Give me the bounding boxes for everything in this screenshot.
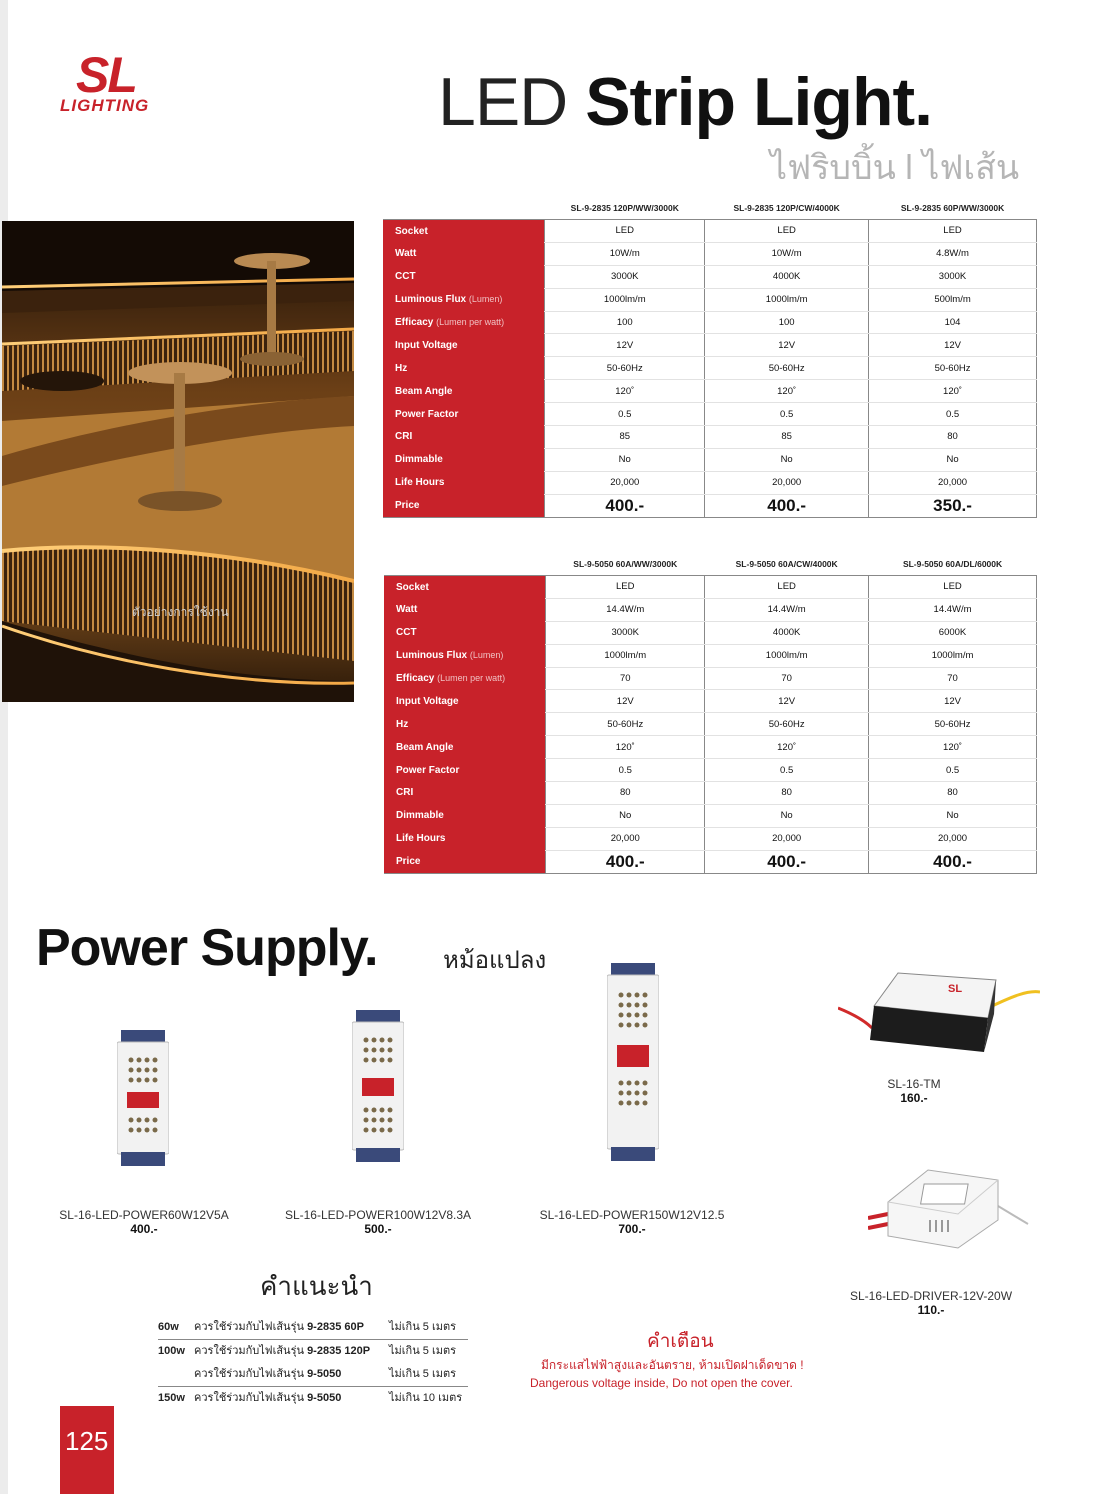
- table-cell: 120˚: [705, 380, 869, 403]
- power-supply-subtitle: หม้อแปลง: [443, 947, 547, 974]
- table-cell: 12V: [705, 690, 869, 713]
- model-header: SL-9-5050 60A/WW/3000K: [573, 559, 678, 569]
- row-label: Input Voltage: [383, 334, 545, 357]
- row-label: Dimmable: [383, 448, 545, 471]
- advice-watt: 60w: [158, 1321, 179, 1333]
- table-cell: 50-60Hz: [869, 357, 1037, 380]
- table-row: [383, 426, 1037, 449]
- model-header: SL-9-5050 60A/DL/6000K: [902, 559, 1003, 569]
- row-label: Watt: [383, 242, 545, 265]
- svg-text:SL: SL: [948, 983, 963, 995]
- table-row: [383, 471, 1037, 494]
- product-60w: [38, 1208, 250, 1236]
- led-driver-image: [868, 1162, 1030, 1257]
- table-cell: 12V: [705, 334, 869, 357]
- product-price: 160.-: [900, 1091, 928, 1105]
- table-cell: 20,000: [705, 827, 869, 850]
- product-name: SL-16-LED-POWER150W12V12.5: [539, 1208, 725, 1222]
- product-price: 110.-: [917, 1303, 945, 1317]
- table-cell: 12V: [869, 334, 1037, 357]
- row-label-note: (Lumen per watt): [437, 673, 506, 683]
- table-cell: 0.5: [705, 759, 869, 782]
- table-cell: 120˚: [546, 736, 705, 759]
- table-cell: 1000lm/m: [705, 644, 869, 667]
- product-name: SL-16-LED-POWER100W12V8.3A: [284, 1208, 472, 1222]
- advice-text-label: ควรใช้ร่วมกับไฟเส้นรุ่น: [194, 1345, 304, 1357]
- table-cell: 85: [545, 426, 705, 449]
- model-header: SL-9-2835 120P/WW/3000K: [570, 203, 679, 213]
- title-strip-light: Strip Light.: [585, 64, 933, 140]
- table-cell: 20,000: [869, 827, 1037, 850]
- row-label: Power Factor: [384, 759, 546, 782]
- product-150w: [522, 1208, 742, 1236]
- table-cell: 4000K: [705, 265, 869, 288]
- table-row: [383, 380, 1037, 403]
- table-cell: 50-60Hz: [546, 713, 705, 736]
- row-label-text: Efficacy: [396, 673, 435, 684]
- table-cell: 3000K: [545, 265, 705, 288]
- advice-text-label: ควรใช้ร่วมกับไฟเส้นรุ่น: [194, 1321, 304, 1333]
- table-cell: 80: [705, 782, 869, 805]
- table-row: [383, 288, 1037, 311]
- row-label-note: (Lumen): [469, 650, 504, 661]
- title-led: LED: [438, 64, 568, 140]
- spec-table-2835: [383, 197, 1037, 518]
- advice-title: คำแนะนำ: [260, 1271, 373, 1301]
- row-label: Life Hours: [383, 471, 545, 494]
- table-cell: 80: [869, 426, 1037, 449]
- row-label-note: (Lumen): [468, 294, 503, 305]
- table-cell: 20,000: [705, 471, 869, 494]
- row-label: Beam Angle: [384, 736, 546, 759]
- advice-row: [158, 1363, 468, 1386]
- logo-wordmark: LIGHTING: [60, 96, 150, 115]
- table-row: [383, 403, 1037, 426]
- table-cell: 70: [705, 667, 869, 690]
- table-cell: 14.4W/m: [705, 598, 869, 621]
- row-label: CRI: [384, 782, 546, 805]
- table-cell: 20,000: [545, 471, 705, 494]
- page-number-tab: [60, 1406, 114, 1494]
- advice-list: [158, 1316, 468, 1410]
- table-row: [383, 220, 1037, 243]
- table-cell: 50-60Hz: [869, 713, 1037, 736]
- table-cell: 120˚: [869, 380, 1037, 403]
- header-spacer: [383, 197, 545, 220]
- logo-mark: SL: [76, 47, 136, 103]
- table-cell: 85: [705, 426, 869, 449]
- table-cell: 20,000: [869, 471, 1037, 494]
- warning-title: คำเตือน: [647, 1331, 714, 1352]
- table-row: [384, 644, 1037, 667]
- table-cell: 14.4W/m: [546, 598, 705, 621]
- table-cell: 120˚: [869, 736, 1037, 759]
- photo-caption: ตัวอย่างการใช้งาน: [132, 605, 229, 619]
- table-cell: 20,000: [546, 827, 705, 850]
- table-cell: 100: [705, 311, 869, 334]
- table-cell: 14.4W/m: [869, 598, 1037, 621]
- spec-table-5050: [384, 553, 1037, 874]
- table-row: [383, 311, 1037, 334]
- advice-row: [158, 1339, 468, 1363]
- product-price: 400.-: [130, 1222, 158, 1236]
- table-cell: No: [546, 804, 705, 827]
- table-cell: 0.5: [546, 759, 705, 782]
- model-header: SL-9-2835 120P/CW/4000K: [733, 203, 840, 213]
- power-supply-150w-image: [607, 963, 659, 1166]
- table-cell: No: [705, 448, 869, 471]
- table-cell: 4.8W/m: [869, 242, 1037, 265]
- product-name: SL-16-TM: [887, 1077, 941, 1091]
- table-cell: 1000lm/m: [869, 644, 1037, 667]
- row-label: [384, 667, 546, 690]
- table-cell: No: [545, 448, 705, 471]
- row-label: [383, 311, 545, 334]
- row-label-text: Luminous Flux: [395, 294, 467, 306]
- table-cell: 0.5: [705, 403, 869, 426]
- row-label: Socket: [383, 220, 545, 243]
- row-label: Power Factor: [383, 403, 545, 426]
- page-number: 125: [65, 1426, 109, 1456]
- table-row: [384, 713, 1037, 736]
- table-cell: 12V: [546, 690, 705, 713]
- table-cell: 500lm/m: [869, 288, 1037, 311]
- model-header: SL-9-2835 60P/WW/3000K: [900, 203, 1005, 213]
- advice-limit: ไม่เกิน 5 เมตร: [389, 1345, 457, 1357]
- table-cell: LED: [545, 220, 705, 243]
- table-row: [384, 621, 1037, 644]
- price-cell: 400.-: [545, 494, 705, 517]
- advice-model: 9-5050: [307, 1392, 342, 1404]
- row-label: Dimmable: [384, 804, 546, 827]
- row-label: Hz: [383, 357, 545, 380]
- row-label: CRI: [383, 426, 545, 449]
- price-cell: 400.-: [705, 494, 869, 517]
- page-title: [438, 62, 932, 142]
- table-cell: 50-60Hz: [705, 357, 869, 380]
- table-cell: 1000lm/m: [705, 288, 869, 311]
- model-header: SL-9-5050 60A/CW/4000K: [735, 559, 838, 569]
- power-supply-title: Power Supply.: [36, 919, 378, 977]
- product-100w: [266, 1208, 490, 1236]
- advice-row: [158, 1386, 468, 1410]
- row-label: Input Voltage: [384, 690, 546, 713]
- table-cell: 104: [869, 311, 1037, 334]
- advice-text: [194, 1316, 364, 1339]
- row-label-text: Efficacy: [395, 317, 434, 328]
- table-row: [384, 759, 1037, 782]
- table-cell: 120˚: [545, 380, 705, 403]
- table-cell: 10W/m: [545, 242, 705, 265]
- row-label: CCT: [384, 621, 546, 644]
- advice-text: [194, 1387, 341, 1410]
- row-label: CCT: [383, 265, 545, 288]
- row-label: Price: [384, 850, 546, 873]
- table-cell: 80: [546, 782, 705, 805]
- table-cell: 10W/m: [705, 242, 869, 265]
- warning-text-thai: มีกระแสไฟฟ้าสูงและอันตราย, ห้ามเปิดฝาเด็ดขาด !: [541, 1358, 804, 1372]
- table-row: [384, 827, 1037, 850]
- row-label-note: (Lumen per watt): [436, 317, 505, 327]
- table-row: [384, 576, 1037, 599]
- spec-table-header: [384, 553, 1037, 576]
- advice-model: 9-2835 60P: [307, 1321, 364, 1333]
- table-row: [383, 265, 1037, 288]
- row-label: Watt: [384, 598, 546, 621]
- row-label: [384, 644, 546, 667]
- table-cell: 12V: [869, 690, 1037, 713]
- advice-text: [194, 1340, 370, 1363]
- advice-model: 9-2835 120P: [307, 1345, 371, 1357]
- table-cell: No: [869, 448, 1037, 471]
- table-cell: 70: [546, 667, 705, 690]
- page-subtitle: ไฟริบบิ้น l ไฟเส้น: [770, 149, 1020, 187]
- row-label: [383, 288, 545, 311]
- advice-model: 9-5050: [307, 1368, 342, 1380]
- transformer-tm-image: [838, 968, 1040, 1063]
- product-tm: [872, 1077, 956, 1105]
- price-cell: 400.-: [546, 850, 705, 873]
- table-cell: 50-60Hz: [545, 357, 705, 380]
- table-cell: 0.5: [869, 759, 1037, 782]
- table-cell: No: [869, 804, 1037, 827]
- table-cell: 120˚: [705, 736, 869, 759]
- table-cell: No: [705, 804, 869, 827]
- power-supply-60w-image: [117, 1030, 169, 1171]
- table-row: [383, 334, 1037, 357]
- table-row: [384, 690, 1037, 713]
- advice-watt: 100w: [158, 1345, 185, 1357]
- product-driver: [836, 1289, 1026, 1317]
- advice-watt: 150w: [158, 1392, 185, 1404]
- product-price: 500.-: [364, 1222, 392, 1236]
- price-cell: 400.-: [705, 850, 869, 873]
- price-row: [383, 494, 1037, 517]
- product-name: SL-16-LED-POWER60W12V5A: [59, 1208, 229, 1222]
- table-row: [383, 242, 1037, 265]
- table-cell: 70: [869, 667, 1037, 690]
- table-cell: LED: [546, 576, 705, 599]
- sl-lighting-logo: [58, 48, 168, 120]
- table-cell: 12V: [545, 334, 705, 357]
- table-cell: 1000lm/m: [545, 288, 705, 311]
- table-row: [384, 667, 1037, 690]
- price-row: [384, 850, 1037, 873]
- table-cell: LED: [705, 220, 869, 243]
- table-cell: LED: [869, 576, 1037, 599]
- price-cell: 400.-: [869, 850, 1037, 873]
- table-cell: 6000K: [869, 621, 1037, 644]
- power-supply-100w-image: [352, 1010, 404, 1167]
- advice-row: [158, 1316, 468, 1339]
- table-row: [384, 598, 1037, 621]
- table-row: [384, 804, 1037, 827]
- table-row: [384, 736, 1037, 759]
- row-label: Life Hours: [384, 827, 546, 850]
- table-cell: 100: [545, 311, 705, 334]
- warning-text-english: Dangerous voltage inside, Do not open the cover.: [530, 1376, 793, 1390]
- advice-text: [194, 1363, 341, 1386]
- table-cell: 50-60Hz: [705, 713, 869, 736]
- row-label: Price: [383, 494, 545, 517]
- table-cell: LED: [869, 220, 1037, 243]
- advice-text-label: ควรใช้ร่วมกับไฟเส้นรุ่น: [194, 1392, 304, 1404]
- table-cell: LED: [705, 576, 869, 599]
- table-cell: 0.5: [545, 403, 705, 426]
- product-price: 700.-: [618, 1222, 646, 1236]
- advice-limit: ไม่เกิน 5 เมตร: [389, 1368, 457, 1380]
- table-cell: 80: [869, 782, 1037, 805]
- row-label: Hz: [384, 713, 546, 736]
- table-cell: 3000K: [869, 265, 1037, 288]
- advice-limit: ไม่เกิน 5 เมตร: [389, 1321, 457, 1333]
- table-cell: 1000lm/m: [546, 644, 705, 667]
- spec-table-header: [383, 197, 1037, 220]
- table-cell: 0.5: [869, 403, 1037, 426]
- product-name: SL-16-LED-DRIVER-12V-20W: [849, 1289, 1013, 1303]
- row-label: Beam Angle: [383, 380, 545, 403]
- table-cell: 4000K: [705, 621, 869, 644]
- row-label-text: Luminous Flux: [396, 650, 468, 662]
- table-row: [383, 357, 1037, 380]
- advice-text-label: ควรใช้ร่วมกับไฟเส้นรุ่น: [194, 1368, 304, 1380]
- header-spacer: [384, 553, 546, 576]
- row-label: Socket: [384, 576, 546, 599]
- table-row: [383, 448, 1037, 471]
- table-cell: 3000K: [546, 621, 705, 644]
- usage-photo: [2, 221, 354, 702]
- table-row: [384, 782, 1037, 805]
- price-cell: 350.-: [869, 494, 1037, 517]
- advice-limit: ไม่เกิน 10 เมตร: [389, 1392, 463, 1404]
